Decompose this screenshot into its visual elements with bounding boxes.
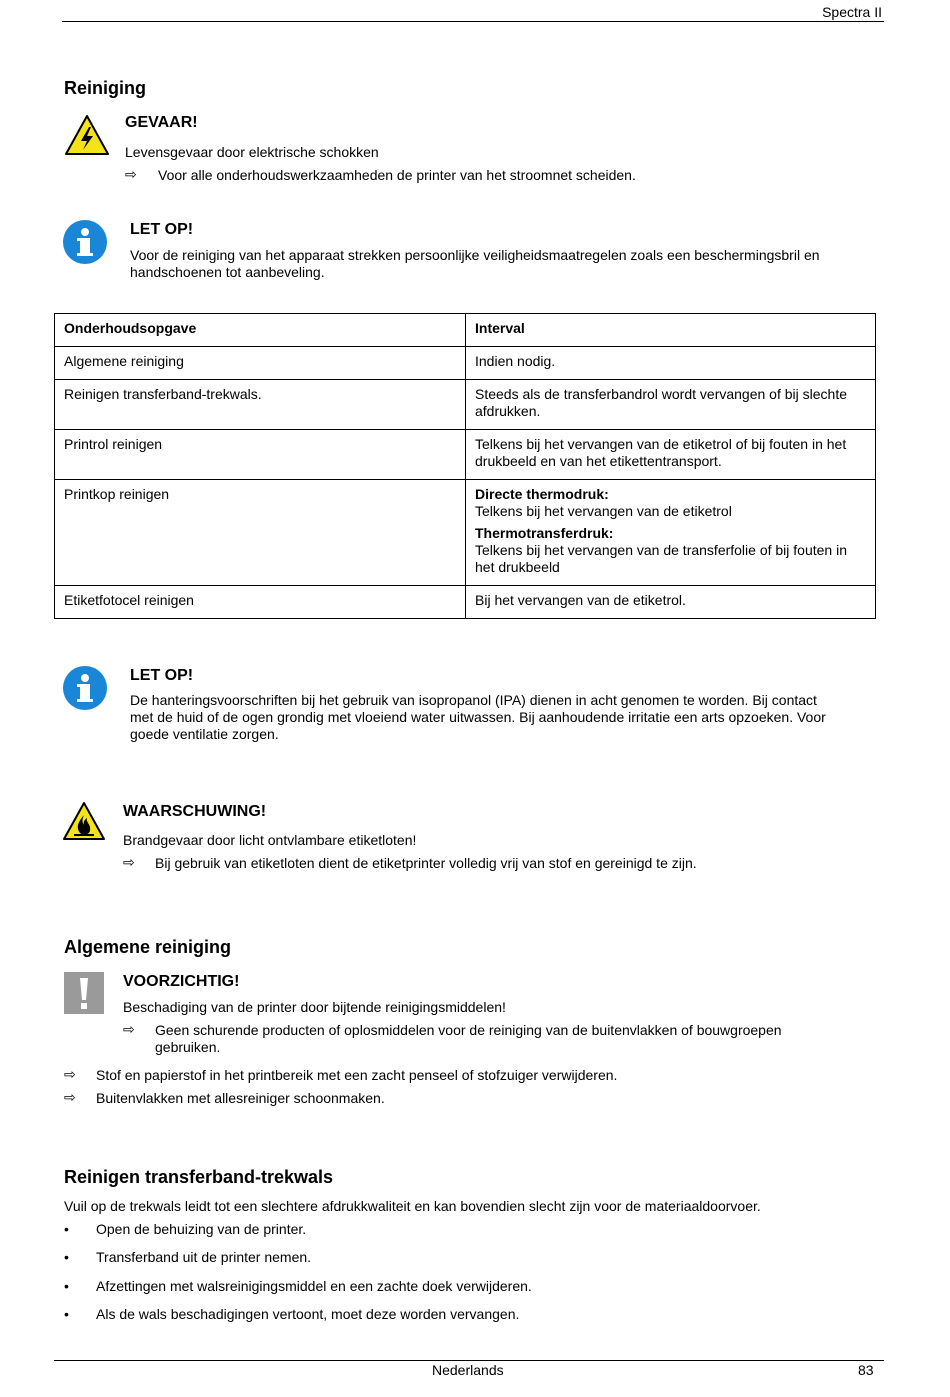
arrow-icon: ⇨ — [64, 1089, 76, 1105]
table-row — [55, 430, 876, 480]
note1-line1: Voor de reiniging van het apparaat strekken persoonlijke veiligheidsmaatregelen zoals een beschermingsbril en — [130, 247, 820, 263]
table-header-task: Onderhoudsopgave — [55, 314, 466, 347]
table-cell-task: Algemene reiniging — [55, 347, 466, 380]
document-header-title: Spectra II — [822, 4, 882, 20]
caution-title: VOORZICHTIG! — [123, 973, 240, 990]
table-row — [55, 347, 876, 380]
warning-title: WAARSCHUWING! — [123, 803, 267, 820]
caution-text: Beschadiging van de printer door bijtende reinigingsmiddelen! — [123, 999, 506, 1015]
fire-warning-icon — [62, 801, 106, 844]
general-step: Stof en papierstof in het printbereik met een zacht penseel of stofzuiger verwijderen. — [96, 1067, 618, 1083]
interval-line: drukbeeld en van het etikettentransport. — [475, 453, 722, 469]
footer-language: Nederlands — [432, 1362, 504, 1378]
danger-title: GEVAAR! — [125, 114, 198, 131]
arrow-icon: ⇨ — [123, 854, 135, 870]
interval-direct-label: Directe thermodruk: — [475, 486, 609, 502]
table-cell-interval — [466, 380, 876, 430]
roller-bullet-item: Open de behuizing van de printer. — [96, 1221, 307, 1237]
arrow-icon: ⇨ — [123, 1021, 135, 1037]
table-header-row — [55, 314, 876, 347]
table-cell-task: Reinigen transferband-trekwals. — [55, 380, 466, 430]
arrow-icon: ⇨ — [64, 1066, 76, 1082]
section-heading-general-cleaning: Algemene reiniging — [64, 937, 232, 957]
note1-title: LET OP! — [130, 221, 194, 238]
maintenance-table — [54, 313, 876, 619]
table-row — [55, 586, 876, 619]
page-number: 83 — [858, 1362, 874, 1378]
section-heading-roller-cleaning: Reinigen transferband-trekwals — [64, 1167, 334, 1187]
interval-line: Bij het vervangen van de etiketrol. — [475, 592, 686, 608]
warning-instruction: Bij gebruik van etiketloten dient de etiketprinter volledig vrij van stof en gereinigd te zijn. — [155, 855, 697, 871]
bullet-icon: • — [64, 1278, 69, 1294]
section-heading-cleaning: Reiniging — [64, 78, 146, 98]
interval-direct-text: Telkens bij het vervangen van de etiketrol — [475, 503, 732, 519]
table-cell-task: Etiketfotocel reinigen — [55, 586, 466, 619]
interval-line: afdrukken. — [475, 403, 541, 419]
caution-instruction-line1: Geen schurende producten of oplosmiddelen voor de reiniging van de buitenvlakken of bouwgroepen — [155, 1022, 782, 1038]
table-row — [55, 380, 876, 430]
footer-rule — [54, 1360, 884, 1361]
roller-bullet-item: Als de wals beschadigingen vertoont, moet deze worden vervangen. — [96, 1306, 520, 1322]
info-icon — [63, 220, 107, 264]
roller-intro: Vuil op de trekwals leidt tot een slechtere afdrukkwaliteit en kan bovendien slecht zijn voor de materiaaldoorvoer. — [64, 1198, 761, 1214]
danger-instruction: Voor alle onderhoudswerkzaamheden de printer van het stroomnet scheiden. — [158, 167, 636, 183]
arrow-icon: ⇨ — [125, 166, 137, 182]
exclamation-caution-icon — [64, 972, 104, 1014]
table-cell-interval — [466, 430, 876, 480]
table-header-interval: Interval — [466, 314, 876, 347]
table-cell-task: Printrol reinigen — [55, 430, 466, 480]
note2-line3: goede ventilatie zorgen. — [130, 726, 279, 742]
table-cell-interval — [466, 480, 876, 586]
bullet-icon: • — [64, 1221, 69, 1237]
danger-text: Levensgevaar door elektrische schokken — [125, 144, 379, 160]
electric-shock-warning-icon — [64, 114, 110, 159]
note2-line1: De hanteringsvoorschriften bij het gebruik van isopropanol (IPA) dienen in acht genomen te worden. Bij contact — [130, 692, 817, 708]
interval-transfer-text: Telkens bij het vervangen van de transferfolie of bij fouten in — [475, 542, 848, 558]
interval-transfer-text: het drukbeeld — [475, 559, 560, 575]
table-row — [55, 480, 876, 586]
general-step: Buitenvlakken met allesreiniger schoonmaken. — [96, 1090, 385, 1106]
info-icon — [63, 666, 107, 710]
roller-bullet-item: Afzettingen met walsreinigingsmiddel en een zachte doek verwijderen. — [96, 1278, 532, 1294]
note1-line2: handschoenen tot aanbeveling. — [130, 264, 325, 280]
caution-instruction-line2: gebruiken. — [155, 1039, 221, 1055]
table-cell-interval — [466, 586, 876, 619]
note2-title: LET OP! — [130, 667, 194, 684]
bullet-icon: • — [64, 1306, 69, 1322]
note2-line2: met de huid of de ogen grondig met vloeiend water uitwassen. Bij aanhoudende irritatie een arts opzoeken. Voor — [130, 709, 826, 725]
warning-text: Brandgevaar door licht ontvlambare etiketloten! — [123, 832, 417, 848]
interval-line: Indien nodig. — [475, 353, 556, 369]
interval-line: Steeds als de transferbandrol wordt vervangen of bij slechte — [475, 386, 847, 402]
interval-transfer-label: Thermotransferdruk: — [475, 525, 614, 541]
roller-bullet-item: Transferband uit de printer nemen. — [96, 1249, 312, 1265]
table-cell-task: Printkop reinigen — [55, 480, 466, 586]
interval-line: Telkens bij het vervangen van de etiketrol of bij fouten in het — [475, 436, 847, 452]
table-cell-interval — [466, 347, 876, 380]
bullet-icon: • — [64, 1249, 69, 1265]
header-rule — [62, 21, 884, 22]
